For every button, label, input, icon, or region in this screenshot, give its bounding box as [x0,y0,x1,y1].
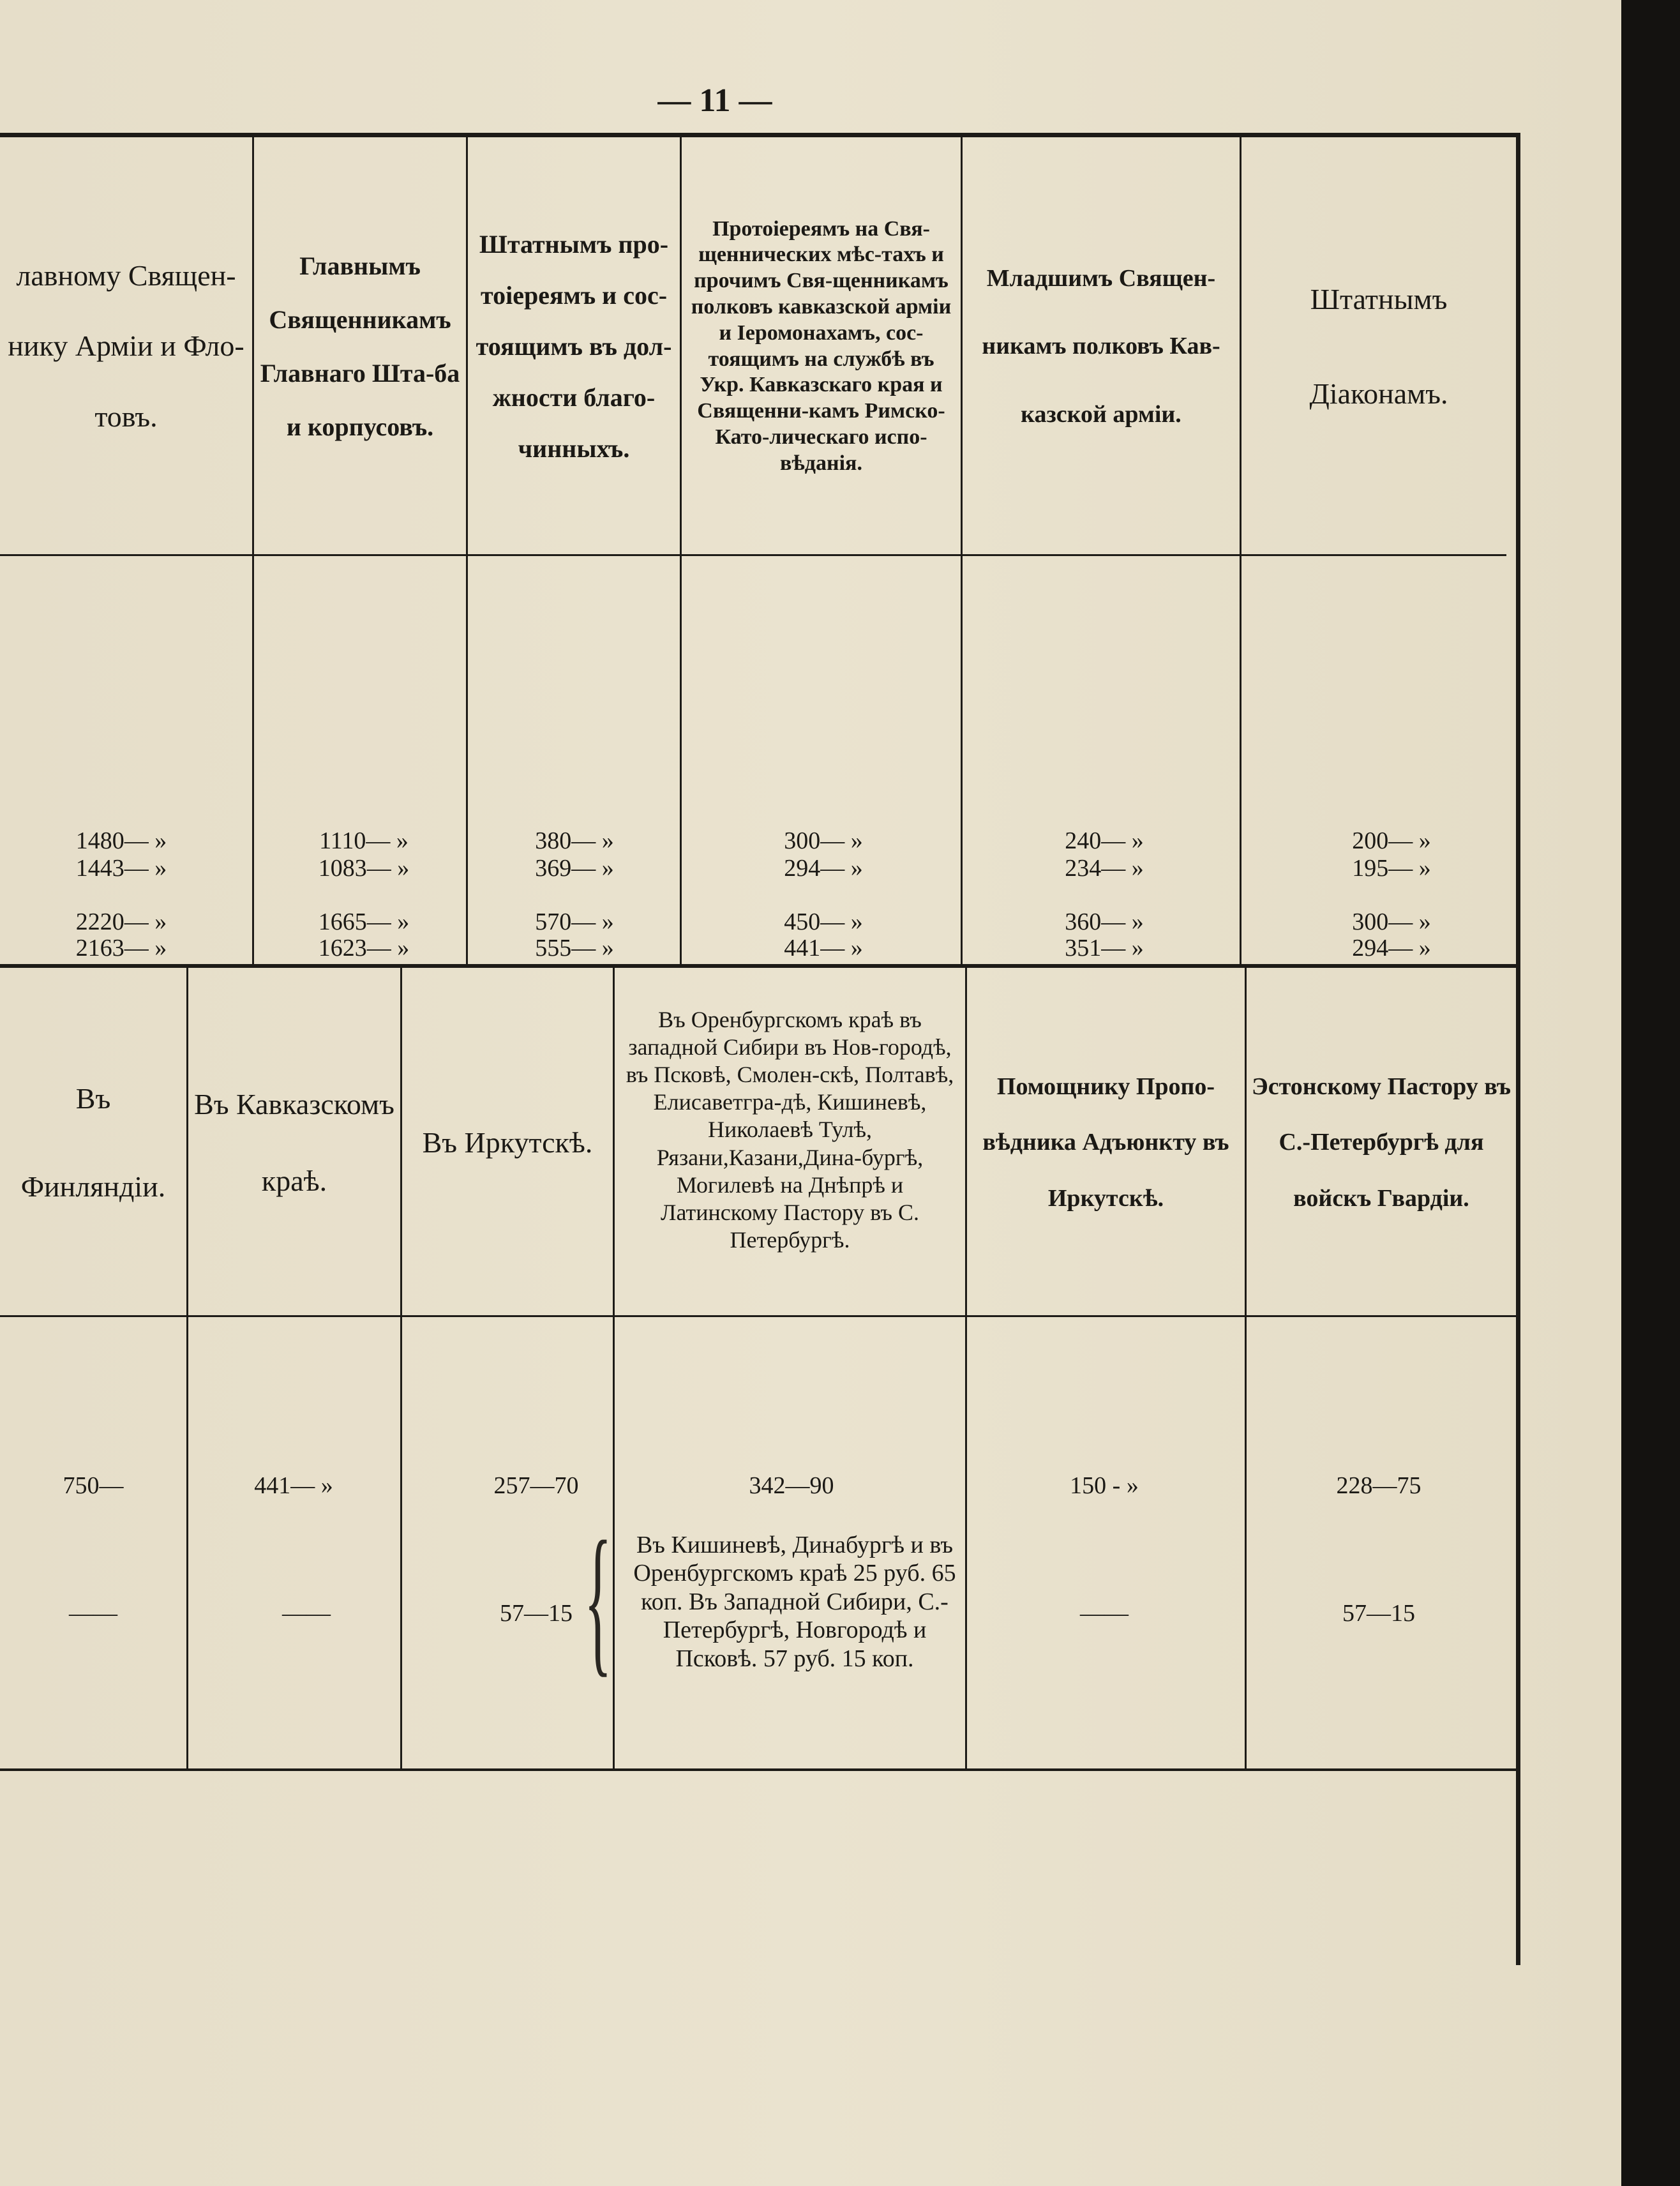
top-r3-c1: 2220— » [75,908,167,935]
top-r2-c2: 1083— » [318,855,410,882]
bottom-header-col1: Въ Финляндiи. [20,1082,166,1203]
bottom-r1-c2: 441— » [254,1472,333,1499]
bottom-r1-c1: 750— [63,1472,124,1499]
top-r1-c1: 1480— » [75,827,167,854]
top-r2-c3: 369— » [535,855,614,882]
scan-edge [1621,0,1680,2186]
top-r2-c1: 1443— » [75,855,167,882]
top-header-col1: лавному Священ-нику Армiи и Фло-товъ. [8,259,244,433]
bottom-r2-c3: 57—15 [500,1600,573,1627]
top-r1-c5: 240— » [1065,827,1144,854]
top-r4-c4: 441— » [784,935,863,961]
top-r3-c6: 300— » [1352,908,1431,935]
top-table-upper-rule [0,133,1519,137]
tables-separator-rule [0,964,1519,968]
top-r3-c3: 570— » [535,908,614,935]
bottom-r2-c6: 57—15 [1342,1600,1415,1627]
top-r4-c5: 351— » [1065,935,1144,961]
bottom-r1-c5: 150 - » [1070,1472,1139,1499]
bottom-r2-c5: —— [1080,1600,1129,1627]
bottom-r1-c4: 342—90 [749,1472,834,1499]
top-r3-c2: 1665— » [318,908,410,935]
bottom-header-col6: Эстонскому Пастору въ С.-Петербургѣ для войскъ Гвардiи. [1251,1073,1511,1212]
top-r2-c4: 294— » [784,855,863,882]
bottom-r1-c6: 228—75 [1336,1472,1421,1499]
bottom-r2-c2: —— [282,1600,331,1627]
top-r1-c6: 200— » [1352,827,1431,854]
top-r4-c1: 2163— » [75,935,167,961]
top-r3-c4: 450— » [784,908,863,935]
table-right-border [1516,133,1520,1965]
bottom-header-col5: Помощнику Пропо-вѣдника Адъюнкту въ Иркутскѣ. [982,1073,1229,1212]
top-r4-c6: 294— » [1352,935,1431,961]
bottom-header-col3: Въ Иркутскѣ. [422,1126,593,1159]
top-r2-c6: 195— » [1352,855,1431,882]
bottom-table-lower-rule [0,1768,1519,1771]
bottom-note: Въ Кишиневѣ, Динабургѣ и въ Оренбургскомъ краѣ 25 руб. 65 коп. Въ Западной Сибири, С.-Петербургѣ, Новгородѣ и Псковѣ. 57 руб. 15 коп. [633,1532,956,1672]
top-r4-c2: 1623— » [318,935,410,961]
top-header-col3: Штатнымъ про-тоiереямъ и сос-тоящимъ въ дол-жности благо-чинныхъ. [476,229,672,463]
page-number: — 11 — [657,82,772,119]
top-header-col4: Протоiереямъ на Свя-щеннических мѣс-тахъ и прочимъ Свя-щенникамъ полковъ кавказской армiи и Iеромонахамъ, сос-тоящимъ на службѣ въ Укр. Кавказскаго края и Священни-камъ Римско-Като-лическаго испо-вѣданiя. [691,216,952,475]
top-r2-c5: 234— » [1065,855,1144,882]
top-r4-c3: 555— » [535,935,614,961]
bottom-header-col4: Въ Оренбургскомъ краѣ въ западной Сибири въ Нов-городѣ, въ Псковѣ, Смолен-скѣ, Полтавѣ, Елисаветгра-дѣ, Кишиневѣ, Николаевѣ Тулѣ, Рязани,Казани,Дина-бургѣ, Могилевѣ на Днѣпрѣ и Латинскому Пастору въ С. Петербургѣ. [626,1006,954,1253]
bottom-header-col2: Въ Кавказскомъ краѣ. [194,1088,394,1197]
curly-brace: { [584,1507,612,1691]
top-r1-c2: 1110— » [319,827,409,854]
top-table-header-rule [0,554,1506,556]
bottom-table-header-rule [0,1315,1519,1317]
bottom-r2-c1: —— [69,1600,117,1627]
top-header-col5: Младшимъ Священ-никамъ полковъ Кав-казской армiи. [982,264,1220,428]
top-r1-c3: 380— » [535,827,614,854]
top-r1-c4: 300— » [784,827,863,854]
top-r3-c5: 360— » [1065,908,1144,935]
top-header-col6: Штатнымъ Дiаконамъ. [1309,283,1448,410]
top-header-col2: Главнымъ Священникамъ Главнаго Шта-ба и корпусовъ. [260,251,460,441]
bottom-r1-c3: 257—70 [493,1472,579,1499]
